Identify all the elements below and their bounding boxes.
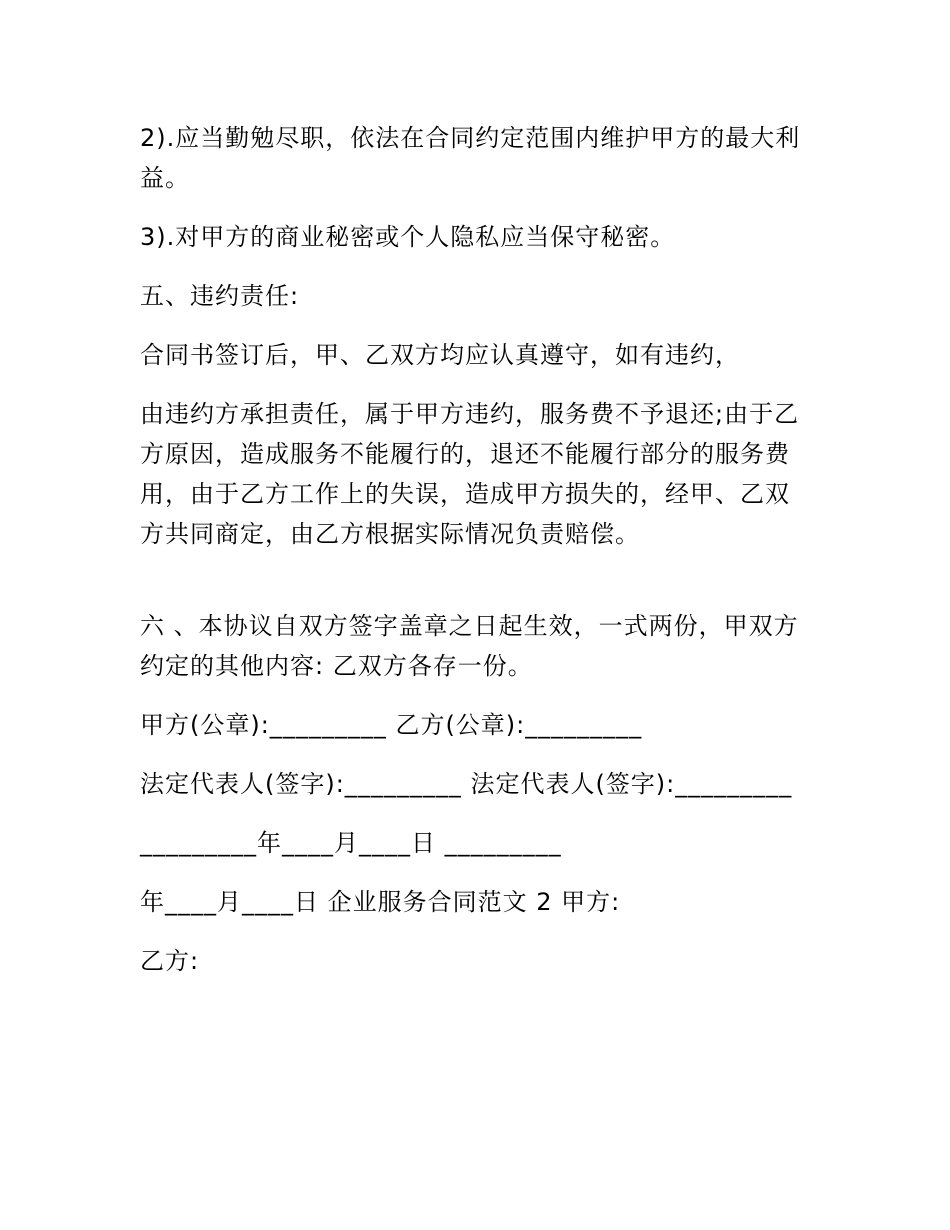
seal-line: 甲方(公章):_________ 乙方(公章):_________ — [140, 711, 643, 739]
section-effective-clause: 六 、本协议自双方签字盖章之日起生效，一式两份，甲双方约定的其他内容: 乙双方各存一份。 — [140, 612, 799, 680]
clause-duty-3: 3).对甲方的商业秘密或个人隐私应当保守秘密。 — [140, 223, 676, 251]
document-body — [140, 118, 810, 981]
date-line-1: _________年____月____日 _________ — [140, 829, 562, 857]
party-b-label: 乙方: — [140, 947, 200, 975]
representative-signature-line: 法定代表人(签字):_________ 法定代表人(签字):_________ — [140, 770, 793, 798]
clause-duty-2: 2).应当勤勉尽职，依法在合同约定范围内维护甲方的最大利益。 — [140, 124, 801, 192]
date-line-2-title: 年____月____日 企业服务合同范文 2 甲方: — [140, 888, 621, 916]
liability-details: 由违约方承担责任，属于甲方违约，服务费不予退还;由于乙方原因，造成服务不能履行的，退还不能履行部分的服务费用，由于乙方工作上的失误，造成甲方损失的，经甲、乙双方共同商定，由乙方根据实际情况负责赔偿。 — [140, 400, 800, 548]
section-heading-liability: 五、违约责任: — [140, 282, 300, 310]
liability-intro: 合同书签订后，甲、乙双方均应认真遵守，如有违约， — [140, 341, 740, 369]
